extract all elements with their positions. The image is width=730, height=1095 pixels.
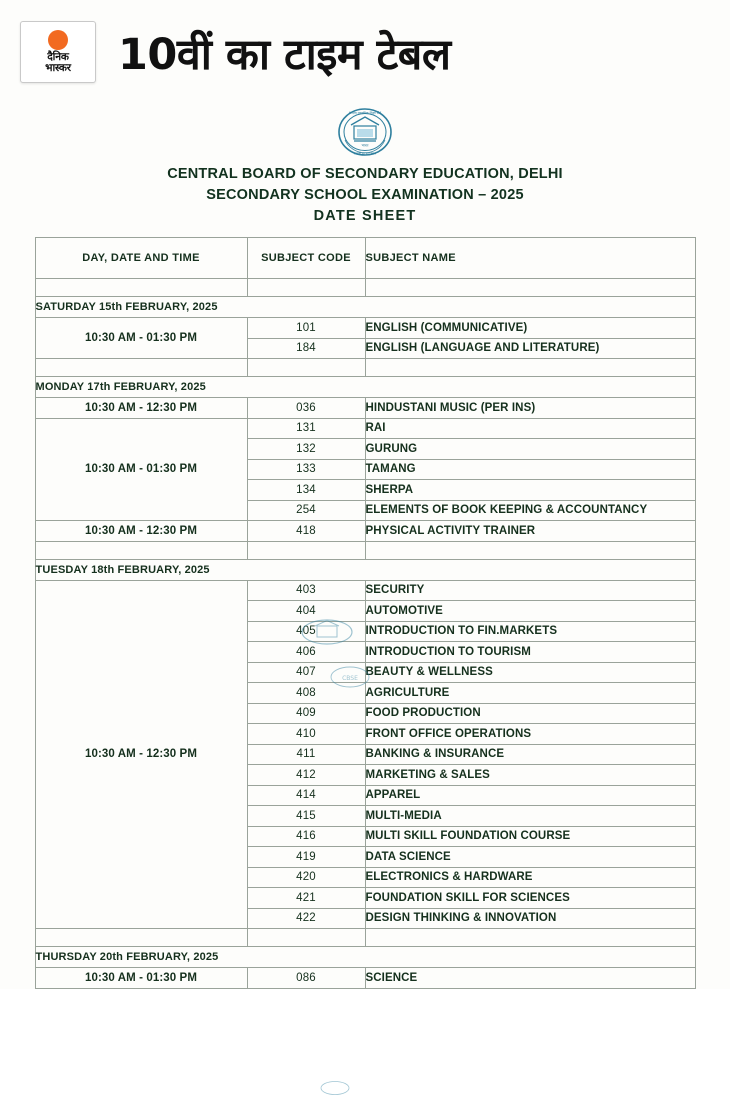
subject-code: 411 <box>247 744 365 765</box>
table-row <box>35 580 695 601</box>
cbse-emblem-icon <box>337 106 393 158</box>
subject-code: 254 <box>247 500 365 521</box>
subject-name: DATA SCIENCE <box>365 847 695 868</box>
subject-code: 422 <box>247 908 365 929</box>
subject-name: GURUNG <box>365 439 695 460</box>
subject-code: 184 <box>247 338 365 359</box>
column-header-subject-name: SUBJECT NAME <box>365 238 695 279</box>
spacer-row <box>35 359 695 377</box>
brand-name-line1: दैनिक <box>47 50 69 63</box>
sun-icon <box>48 30 68 50</box>
subject-code: 407 <box>247 662 365 683</box>
subject-code: 415 <box>247 806 365 827</box>
spacer-row <box>35 929 695 947</box>
table-row <box>35 968 695 989</box>
subject-name: HINDUSTANI MUSIC (PER INS) <box>365 398 695 419</box>
subject-code: 416 <box>247 826 365 847</box>
subject-name: BEAUTY & WELLNESS <box>365 662 695 683</box>
subject-name: AGRICULTURE <box>365 683 695 704</box>
subject-name: ENGLISH (LANGUAGE AND LITERATURE) <box>365 338 695 359</box>
subject-name: FOOD PRODUCTION <box>365 703 695 724</box>
subject-code: 421 <box>247 888 365 909</box>
subject-name: INTRODUCTION TO FIN.MARKETS <box>365 621 695 642</box>
table-header-row <box>35 238 695 279</box>
subject-name: RAI <box>365 418 695 439</box>
subject-name: APPAREL <box>365 785 695 806</box>
table-row <box>35 521 695 542</box>
subject-name: DESIGN THINKING & INNOVATION <box>365 908 695 929</box>
spacer-row <box>35 541 695 559</box>
svg-text:केन्द्रीय माध्यमिक शिक्षा बोर्: केन्द्रीय माध्यमिक शिक्षा बोर्ड <box>348 111 382 115</box>
subject-code: 420 <box>247 867 365 888</box>
subject-code: 419 <box>247 847 365 868</box>
subject-code: 406 <box>247 642 365 663</box>
date-sheet-table <box>35 237 696 989</box>
subject-code: 410 <box>247 724 365 745</box>
spacer-row <box>35 279 695 297</box>
subject-name: ELECTRONICS & HARDWARE <box>365 867 695 888</box>
subject-code: 134 <box>247 480 365 501</box>
day-label: THURSDAY 20th FEBRUARY, 2025 <box>35 947 695 968</box>
subject-code: 131 <box>247 418 365 439</box>
day-header-row <box>35 559 695 580</box>
document-heading <box>16 164 714 227</box>
day-label: SATURDAY 15th FEBRUARY, 2025 <box>35 297 695 318</box>
subject-code: 412 <box>247 765 365 786</box>
exam-time: 10:30 AM - 01:30 PM <box>35 418 247 521</box>
day-label: MONDAY 17th FEBRUARY, 2025 <box>35 377 695 398</box>
subject-code: 133 <box>247 459 365 480</box>
subject-name: ENGLISH (COMMUNICATIVE) <box>365 318 695 339</box>
heading-line-2: SECONDARY SCHOOL EXAMINATION – 2025 <box>206 187 524 204</box>
subject-code: 036 <box>247 398 365 419</box>
subject-name: BANKING & INSURANCE <box>365 744 695 765</box>
table-row <box>35 318 695 339</box>
exam-time: 10:30 AM - 12:30 PM <box>35 398 247 419</box>
table-body <box>35 279 695 989</box>
svg-text:CBSE: CBSE <box>342 675 358 682</box>
subject-name: PHYSICAL ACTIVITY TRAINER <box>365 521 695 542</box>
subject-code: 409 <box>247 703 365 724</box>
subject-code: 405 <box>247 621 365 642</box>
table-row <box>35 398 695 419</box>
exam-time: 10:30 AM - 12:30 PM <box>35 521 247 542</box>
svg-text:असतो मा सद् गमय: असतो मा सद् गमय <box>353 151 377 156</box>
subject-name: AUTOMOTIVE <box>365 601 695 622</box>
heading-line-1: CENTRAL BOARD OF SECONDARY EDUCATION, DELHI <box>167 166 563 182</box>
subject-code: 404 <box>247 601 365 622</box>
subject-name: SECURITY <box>365 580 695 601</box>
page-title: 10वीं का टाइम टेबल <box>118 29 451 80</box>
day-header-row <box>35 297 695 318</box>
subject-name: ELEMENTS OF BOOK KEEPING & ACCOUNTANCY <box>365 500 695 521</box>
column-header-subject-code: SUBJECT CODE <box>247 238 365 279</box>
subject-code: 408 <box>247 683 365 704</box>
subject-name: FRONT OFFICE OPERATIONS <box>365 724 695 745</box>
subject-code: 132 <box>247 439 365 460</box>
day-label: TUESDAY 18th FEBRUARY, 2025 <box>35 559 695 580</box>
subject-code: 418 <box>247 521 365 542</box>
heading-line-3: DATE SHEET <box>313 208 417 225</box>
date-sheet-document <box>0 106 730 989</box>
exam-time: 10:30 AM - 12:30 PM <box>35 580 247 929</box>
exam-time: 10:30 AM - 01:30 PM <box>35 968 247 989</box>
subject-name: SHERPA <box>365 480 695 501</box>
subject-code: 414 <box>247 785 365 806</box>
subject-name: MARKETING & SALES <box>365 765 695 786</box>
subject-name: TAMANG <box>365 459 695 480</box>
table-row <box>35 418 695 439</box>
subject-name: FOUNDATION SKILL FOR SCIENCES <box>365 888 695 909</box>
subject-name: INTRODUCTION TO TOURISM <box>365 642 695 663</box>
subject-name: MULTI-MEDIA <box>365 806 695 827</box>
subject-code: 086 <box>247 968 365 989</box>
subject-code: 403 <box>247 580 365 601</box>
day-header-row <box>35 377 695 398</box>
subject-name: SCIENCE <box>365 968 695 989</box>
column-header-day-date-time: DAY, DATE AND TIME <box>35 238 247 279</box>
dainik-bhaskar-logo <box>20 21 96 83</box>
svg-text:भारत: भारत <box>361 143 369 148</box>
subject-code: 101 <box>247 318 365 339</box>
day-header-row <box>35 947 695 968</box>
subject-name: MULTI SKILL FOUNDATION COURSE <box>365 826 695 847</box>
exam-time: 10:30 AM - 01:30 PM <box>35 318 247 359</box>
page-header <box>0 0 730 104</box>
verification-stamp-icon <box>320 1081 350 1095</box>
brand-name-line2: भास्कर <box>45 62 71 74</box>
